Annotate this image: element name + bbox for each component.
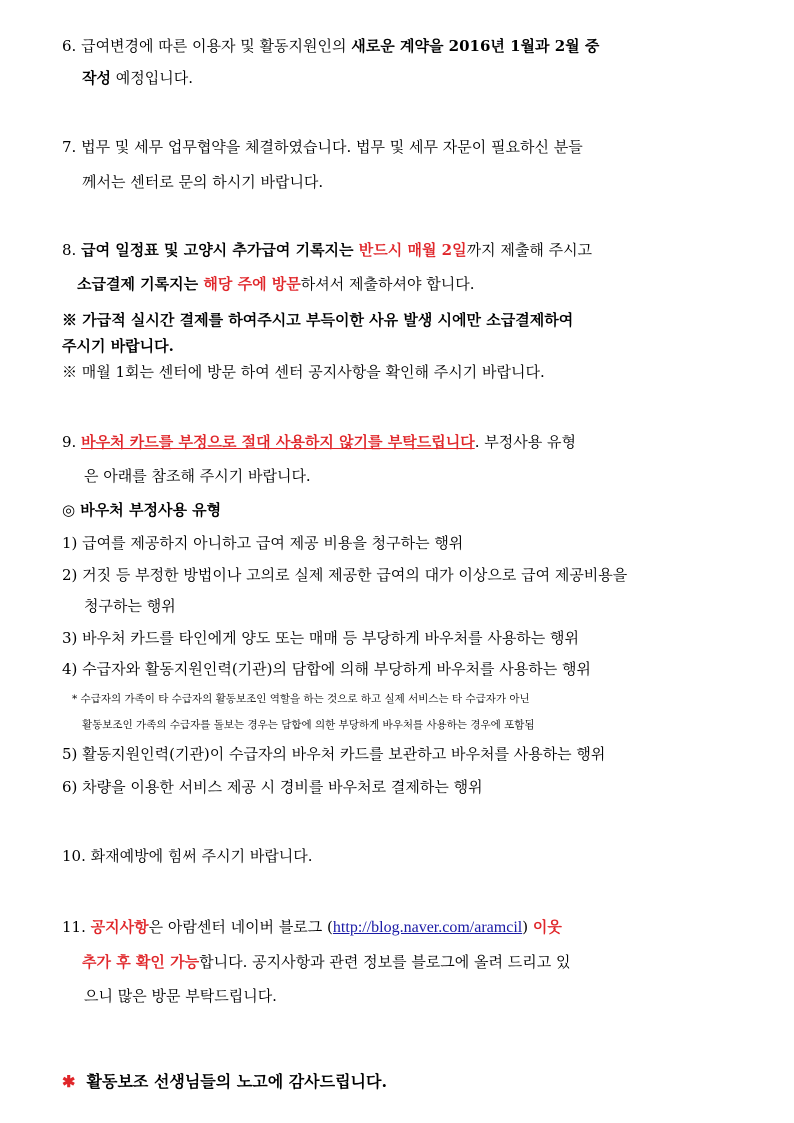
item8-note2: ※ 매월 1회는 센터에 방문 하여 센터 공지사항을 확인해 주시기 바랍니다.: [62, 363, 545, 381]
misuse-type-2-cont: 청구하는 행위: [84, 597, 176, 615]
item8-note1-line2: 주시기 바랍니다.: [62, 337, 174, 355]
item11-notice: 공지사항: [90, 918, 149, 936]
misuse-type-6: 6) 차량을 이용한 서비스 제공 시 경비를 바우처로 결제하는 행위: [62, 778, 483, 796]
item11-line2: 추가 후 확인 가능합니다. 공지사항과 관련 정보를 블로그에 올려 드리고 있: [82, 953, 571, 971]
misuse-footnote-line2: 활동보조인 가족의 수급자를 돌보는 경우는 담합에 의한 부당하게 바우처를 사용하는 경우에 포함됨: [82, 719, 535, 731]
item10-line1: 10. 화재예방에 힘써 주시기 바랍니다.: [62, 847, 313, 865]
item9-line1: 9. 바우처 카드를 부정으로 절대 사용하지 않기를 부탁드립니다. 부정사용 유형: [62, 433, 576, 451]
item9-heading: ◎ 바우처 부정사용 유형: [62, 501, 222, 519]
item8-line1: 8. 급여 일정표 및 고양시 추가급여 기록지는 반드시 매월 2일까지 제출해 주시고: [62, 241, 593, 259]
item9-warning: 바우처 카드를 부정으로 절대 사용하지 않기를 부탁드립니다: [81, 433, 475, 451]
item11-line3: 으니 많은 방문 부탁드립니다.: [84, 987, 277, 1005]
item7-line2: 께서는 센터로 문의 하시기 바랍니다.: [82, 173, 324, 191]
item6-line2: 작성 예정입니다.: [82, 69, 193, 87]
item8-note1-line1: ※ 가급적 실시간 결제를 하여주시고 부득이한 사유 발생 시에만 소급결제하여: [62, 311, 574, 329]
item11-line1: 11. 공지사항은 아람센터 네이버 블로그 (http://blog.naver.com/aramcil) 이웃: [62, 918, 562, 936]
item11-follow: 추가 후 확인 가능: [82, 953, 200, 971]
blog-link[interactable]: http://blog.naver.com/aramcil: [332, 919, 523, 936]
item8-deadline: 반드시 매월 2일: [358, 241, 467, 259]
item6-emphasis: 새로운 계약을 2016년 1월과 2월 중: [351, 37, 600, 55]
misuse-type-4: 4) 수급자와 활동지원인력(기관)의 담합에 의해 부당하게 바우처를 사용하는 행위: [62, 660, 591, 678]
item9-line2: 은 아래를 참조해 주시기 바랍니다.: [84, 467, 311, 485]
closing-line: ✱ 활동보조 선생님들의 노고에 감사드립니다.: [62, 1072, 388, 1091]
misuse-type-1: 1) 급여를 제공하지 아니하고 급여 제공 비용을 청구하는 행위: [62, 534, 464, 552]
asterisk-icon: ✱: [62, 1072, 76, 1091]
misuse-footnote-line1: * 수급자의 가족이 타 수급자의 활동보조인 역할을 하는 것으로 하고 실제 서비스는 타 수급자가 아닌: [72, 693, 530, 705]
misuse-type-5: 5) 활동지원인력(기관)이 수급자의 바우처 카드를 보관하고 바우처를 사용하는 행위: [62, 745, 606, 763]
misuse-type-3: 3) 바우처 카드를 타인에게 양도 또는 매매 등 부당하게 바우처를 사용하는 행위: [62, 629, 580, 647]
item6-line1: 6. 급여변경에 따른 이용자 및 활동지원인의 새로운 계약을 2016년 1월과 2월 중: [62, 37, 600, 55]
item8-line2: 소급결제 기록지는 해당 주에 방문하셔서 제출하셔야 합니다.: [77, 275, 475, 293]
item8-visit: 해당 주에 방문: [203, 275, 301, 293]
item7-line1: 7. 법무 및 세무 업무협약을 체결하였습니다. 법무 및 세무 자문이 필요하신 분들: [62, 138, 583, 156]
misuse-type-2: 2) 거짓 등 부정한 방법이나 고의로 실제 제공한 급여의 대가 이상으로 급여 제공비용을: [62, 566, 628, 584]
